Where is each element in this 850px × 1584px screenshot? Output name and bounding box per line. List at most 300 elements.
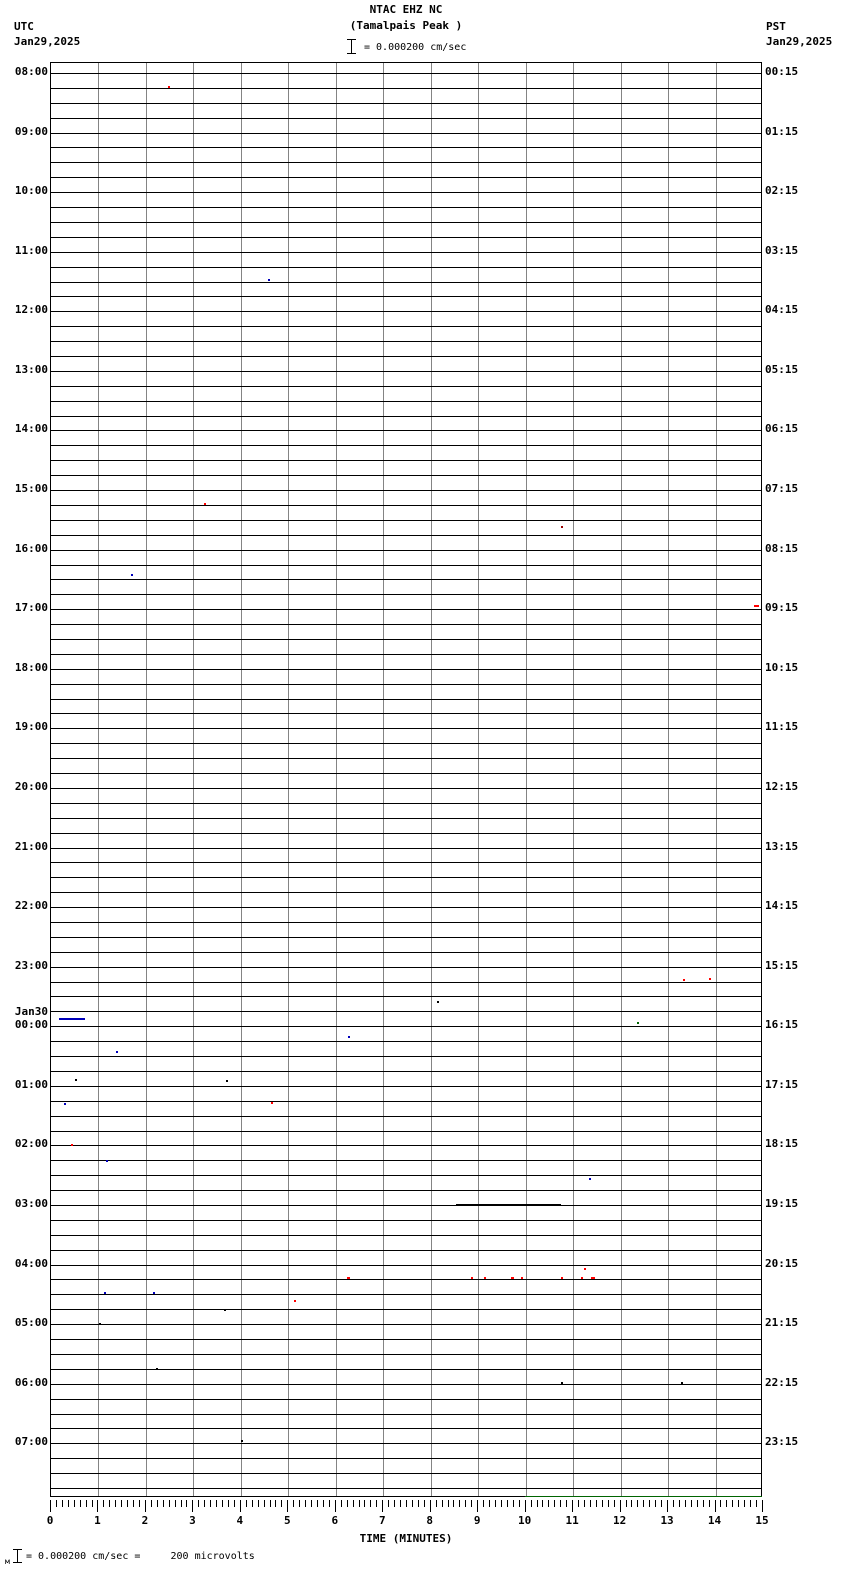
minute-grid-line	[668, 63, 669, 1496]
trace-line	[51, 1384, 761, 1385]
trace-line	[51, 1279, 761, 1280]
minor-tick	[86, 1500, 87, 1507]
minor-tick	[80, 1500, 81, 1507]
pst-hour-label: 07:15	[765, 482, 799, 496]
minor-tick	[531, 1500, 532, 1507]
seismic-event-mark	[116, 1051, 118, 1053]
seismic-event-mark	[347, 1277, 350, 1279]
utc-timezone-label: UTC	[14, 20, 34, 33]
minor-tick	[465, 1500, 466, 1507]
minor-tick	[643, 1500, 644, 1507]
utc-hour-label: 23:00	[14, 958, 48, 972]
minor-tick	[448, 1500, 449, 1507]
tick-label: 7	[378, 1514, 386, 1527]
minor-tick	[732, 1500, 733, 1507]
minute-grid-line	[383, 63, 384, 1496]
minor-tick	[661, 1500, 662, 1507]
trace-line	[51, 1011, 761, 1012]
utc-hour-label: 07:00	[14, 1435, 48, 1449]
seismic-event-mark	[681, 1382, 683, 1384]
minor-tick	[115, 1500, 116, 1507]
minute-grid-line	[193, 63, 194, 1496]
minor-tick	[424, 1500, 425, 1507]
utc-hour-label: 19:00	[14, 720, 48, 734]
pst-timezone-label: PST	[766, 20, 786, 33]
minor-tick	[697, 1500, 698, 1507]
seismic-event-mark	[709, 978, 711, 980]
trace-line	[51, 1041, 761, 1042]
seismic-event-mark	[484, 1277, 486, 1279]
minor-tick	[359, 1500, 360, 1507]
tick-label: 10	[518, 1514, 532, 1527]
trace-line	[51, 654, 761, 655]
trace-line	[51, 162, 761, 163]
trace-line	[51, 594, 761, 595]
trace-line	[51, 177, 761, 178]
seismic-event-mark	[584, 1268, 586, 1270]
trace-line	[51, 1131, 761, 1132]
minor-tick	[554, 1500, 555, 1507]
minor-tick	[169, 1500, 170, 1507]
minor-tick	[103, 1500, 104, 1507]
trace-line	[51, 624, 761, 625]
minor-tick	[210, 1500, 211, 1507]
minor-tick	[750, 1500, 751, 1507]
minor-tick	[216, 1500, 217, 1507]
minute-grid-line	[431, 63, 432, 1496]
minor-tick	[157, 1500, 158, 1507]
current-trace-segment	[525, 1496, 762, 1497]
major-tick	[145, 1500, 146, 1512]
minute-grid-line	[478, 63, 479, 1496]
trace-line	[51, 565, 761, 566]
minor-tick	[127, 1500, 128, 1507]
trace-line	[51, 490, 761, 491]
minor-tick	[548, 1500, 549, 1507]
minor-tick	[329, 1500, 330, 1507]
trace-line	[51, 73, 761, 74]
utc-hour-label: 01:00	[14, 1077, 48, 1091]
seismic-event-mark	[561, 526, 563, 528]
trace-line	[51, 1473, 761, 1474]
tick-label: 8	[426, 1514, 434, 1527]
minute-grid-line	[288, 63, 289, 1496]
trace-line	[51, 952, 761, 953]
trace-line	[51, 1116, 761, 1117]
pst-hour-label: 04:15	[765, 303, 799, 317]
minor-tick	[311, 1500, 312, 1507]
pst-hour-label: 12:15	[765, 779, 799, 793]
footer-scale-icon	[13, 1549, 22, 1563]
trace-line	[51, 1250, 761, 1251]
seismic-event-mark	[131, 574, 133, 576]
trace-line	[51, 550, 761, 551]
tick-label: 12	[612, 1514, 627, 1527]
minor-tick	[436, 1500, 437, 1507]
trace-line	[51, 356, 761, 357]
major-tick	[715, 1500, 716, 1512]
minor-tick	[608, 1500, 609, 1507]
minor-tick	[394, 1500, 395, 1507]
minor-tick	[133, 1500, 134, 1507]
pst-hour-label: 14:15	[765, 899, 799, 913]
tick-label: 2	[141, 1514, 149, 1527]
seismic-event-mark	[561, 1277, 563, 1279]
minor-tick	[121, 1500, 122, 1507]
seismic-event-mark	[294, 1300, 296, 1302]
trace-line	[51, 699, 761, 700]
tick-label: 11	[565, 1514, 579, 1527]
trace-line	[51, 743, 761, 744]
seismic-event-mark	[106, 1160, 108, 1162]
minor-tick	[418, 1500, 419, 1507]
minor-tick	[400, 1500, 401, 1507]
major-tick	[525, 1500, 526, 1512]
minor-tick	[68, 1500, 69, 1507]
seismic-event-mark	[75, 1079, 77, 1081]
trace-line	[51, 296, 761, 297]
minor-tick	[353, 1500, 354, 1507]
trace-line	[51, 371, 761, 372]
minor-tick	[317, 1500, 318, 1507]
minor-tick	[186, 1500, 187, 1507]
pst-hour-label: 05:15	[765, 362, 799, 376]
minute-grid-line	[573, 63, 574, 1496]
major-tick	[762, 1500, 763, 1512]
pst-hour-label: 17:15	[765, 1077, 799, 1091]
time-axis-title: TIME (MINUTES)	[359, 1532, 453, 1545]
trace-line	[51, 1309, 761, 1310]
minor-tick	[655, 1500, 656, 1507]
trace-line	[51, 222, 761, 223]
major-tick	[477, 1500, 478, 1512]
major-tick	[192, 1500, 193, 1512]
trace-line	[51, 967, 761, 968]
utc-hour-label: 14:00	[14, 422, 48, 436]
trace-line	[51, 430, 761, 431]
trace-line	[51, 1071, 761, 1072]
minute-grid-line	[716, 63, 717, 1496]
utc-hour-label: 20:00	[14, 779, 48, 793]
trace-line	[51, 1205, 761, 1206]
minor-tick	[471, 1500, 472, 1507]
footer-scale-prefix: м	[5, 1557, 10, 1566]
minor-tick	[459, 1500, 460, 1507]
trace-line	[51, 445, 761, 446]
minor-tick	[596, 1500, 597, 1507]
minor-tick	[726, 1500, 727, 1507]
footer-scale-note: = 0.000200 cm/sec = 200 microvolts	[26, 1551, 255, 1562]
trace-line	[51, 937, 761, 938]
minor-tick	[281, 1500, 282, 1507]
utc-hour-label: 18:00	[14, 660, 48, 674]
minor-tick	[234, 1500, 235, 1507]
trace-line	[51, 877, 761, 878]
pst-hour-label: 08:15	[765, 541, 799, 555]
minute-grid-line	[621, 63, 622, 1496]
minute-grid-line	[526, 63, 527, 1496]
trace-line	[51, 207, 761, 208]
seismic-event-mark	[59, 1018, 85, 1020]
minor-tick	[305, 1500, 306, 1507]
trace-line	[51, 237, 761, 238]
trace-line	[51, 818, 761, 819]
minor-tick	[679, 1500, 680, 1507]
major-tick	[50, 1500, 51, 1512]
major-tick	[287, 1500, 288, 1512]
trace-line	[51, 684, 761, 685]
pst-hour-label: 22:15	[765, 1375, 799, 1389]
trace-line	[51, 907, 761, 908]
minor-tick	[537, 1500, 538, 1507]
minor-tick	[519, 1500, 520, 1507]
minor-tick	[744, 1500, 745, 1507]
minor-tick	[649, 1500, 650, 1507]
trace-line	[51, 1294, 761, 1295]
minor-tick	[631, 1500, 632, 1507]
trace-line	[51, 922, 761, 923]
seismic-event-mark	[99, 1323, 101, 1325]
seismogram-plot	[50, 62, 762, 1497]
tick-label: 0	[46, 1514, 54, 1527]
pst-hour-label: 02:15	[765, 184, 799, 198]
seismic-event-mark	[511, 1277, 514, 1279]
trace-line	[51, 1101, 761, 1102]
tick-label: 14	[707, 1514, 722, 1527]
minor-tick	[412, 1500, 413, 1507]
pst-hour-label: 01:15	[765, 124, 799, 138]
minor-tick	[560, 1500, 561, 1507]
seismic-event-mark	[268, 279, 270, 281]
trace-line	[51, 147, 761, 148]
trace-line	[51, 1160, 761, 1161]
minor-tick	[92, 1500, 93, 1507]
seismic-event-mark	[521, 1277, 523, 1279]
tick-label: 1	[94, 1514, 101, 1527]
trace-line	[51, 1175, 761, 1176]
minor-tick	[163, 1500, 164, 1507]
tick-label: 3	[189, 1514, 196, 1527]
minute-grid-line	[146, 63, 147, 1496]
trace-line	[51, 1056, 761, 1057]
trace-line	[51, 1443, 761, 1444]
trace-line	[51, 88, 761, 89]
trace-line	[51, 505, 761, 506]
trace-line	[51, 1235, 761, 1236]
utc-hour-label: 21:00	[14, 839, 48, 853]
minute-grid-line	[241, 63, 242, 1496]
seismic-event-mark	[581, 1277, 583, 1279]
trace-line	[51, 1265, 761, 1266]
trace-line	[51, 535, 761, 536]
major-tick	[240, 1500, 241, 1512]
utc-hour-label: 13:00	[14, 362, 48, 376]
trace-line	[51, 416, 761, 417]
pst-date-label: Jan29,2025	[766, 35, 833, 48]
trace-line	[51, 1220, 761, 1221]
minor-tick	[270, 1500, 271, 1507]
minor-tick	[756, 1500, 757, 1507]
amplitude-scale-label: = 0.000200 cm/sec	[364, 42, 467, 53]
minor-tick	[709, 1500, 710, 1507]
major-tick	[430, 1500, 431, 1512]
major-tick	[335, 1500, 336, 1512]
trace-line	[51, 982, 761, 983]
minor-tick	[584, 1500, 585, 1507]
minor-tick	[264, 1500, 265, 1507]
trace-line	[51, 118, 761, 119]
utc-hour-label: 22:00	[14, 899, 48, 913]
minor-tick	[738, 1500, 739, 1507]
utc-hour-label: 15:00	[14, 482, 48, 496]
trace-line	[51, 848, 761, 849]
pst-hour-label: 21:15	[765, 1316, 799, 1330]
pst-hour-label: 10:15	[765, 660, 799, 674]
seismic-event-mark	[224, 1309, 226, 1311]
seismic-event-mark	[437, 1001, 439, 1003]
utc-hour-label: 12:00	[14, 303, 48, 317]
minor-tick	[691, 1500, 692, 1507]
seismic-event-mark	[226, 1080, 228, 1082]
station-subtitle: (Tamalpais Peak )	[349, 19, 463, 32]
minor-tick	[637, 1500, 638, 1507]
minor-tick	[406, 1500, 407, 1507]
minor-tick	[602, 1500, 603, 1507]
minor-tick	[151, 1500, 152, 1507]
trace-line	[51, 1324, 761, 1325]
minute-grid-line	[98, 63, 99, 1496]
trace-line	[51, 1190, 761, 1191]
minor-tick	[323, 1500, 324, 1507]
amplitude-scale-icon	[347, 39, 356, 54]
seismic-event-mark	[156, 1368, 158, 1370]
minor-tick	[175, 1500, 176, 1507]
minor-tick	[685, 1500, 686, 1507]
minor-tick	[513, 1500, 514, 1507]
trace-line	[51, 579, 761, 580]
minor-tick	[275, 1500, 276, 1507]
minor-tick	[507, 1500, 508, 1507]
trace-line	[51, 1354, 761, 1355]
utc-hour-label: 04:00	[14, 1256, 48, 1270]
trace-line	[51, 669, 761, 670]
seismic-event-mark	[104, 1292, 106, 1294]
utc-hour-label: 05:00	[14, 1316, 48, 1330]
minor-tick	[341, 1500, 342, 1507]
major-tick	[97, 1500, 98, 1512]
minor-tick	[246, 1500, 247, 1507]
minor-tick	[566, 1500, 567, 1507]
trace-line	[51, 728, 761, 729]
pst-hour-label: 20:15	[765, 1256, 799, 1270]
trace-line	[51, 1086, 761, 1087]
tick-label: 15	[755, 1514, 769, 1527]
utc-hour-label: 11:00	[14, 243, 48, 257]
minor-tick	[453, 1500, 454, 1507]
trace-line	[51, 758, 761, 759]
trace-line	[51, 311, 761, 312]
minor-tick	[181, 1500, 182, 1507]
pst-hour-label: 15:15	[765, 958, 799, 972]
minor-tick	[388, 1500, 389, 1507]
tick-label: 13	[660, 1514, 674, 1527]
tick-label: 9	[473, 1514, 481, 1527]
trace-line	[51, 520, 761, 521]
seismic-event-mark	[153, 1292, 155, 1294]
trace-line	[51, 1488, 761, 1489]
seismic-event-mark	[271, 1102, 273, 1104]
seismic-event-mark	[204, 503, 206, 505]
pst-hour-label: 06:15	[765, 422, 799, 436]
trace-line	[51, 892, 761, 893]
minor-tick	[542, 1500, 543, 1507]
minor-tick	[578, 1500, 579, 1507]
trace-line	[51, 833, 761, 834]
trace-line	[51, 252, 761, 253]
minor-tick	[293, 1500, 294, 1507]
major-tick	[572, 1500, 573, 1512]
major-tick	[620, 1500, 621, 1512]
trace-line	[51, 609, 761, 610]
trace-line	[51, 103, 761, 104]
tick-label: 5	[284, 1514, 291, 1527]
seismic-event-mark	[241, 1440, 243, 1442]
trace-line	[51, 639, 761, 640]
minor-tick	[204, 1500, 205, 1507]
utc-date-label: Jan29,2025	[14, 35, 81, 48]
seismic-event-mark	[754, 605, 759, 607]
seismic-event-mark	[348, 1036, 350, 1038]
trace-line	[51, 267, 761, 268]
minor-tick	[258, 1500, 259, 1507]
utc-hour-label: 03:00	[14, 1197, 48, 1210]
minor-tick	[222, 1500, 223, 1507]
trace-line	[51, 386, 761, 387]
trace-line	[51, 996, 761, 997]
trace-line	[51, 788, 761, 789]
minor-tick	[74, 1500, 75, 1507]
minor-tick	[720, 1500, 721, 1507]
pst-hour-label: 19:15	[765, 1197, 799, 1210]
utc-hour-label: 09:00	[14, 124, 48, 138]
station-title: NTAC EHZ NC	[369, 3, 443, 16]
trace-line	[51, 1428, 761, 1429]
utc-hour-label: 10:00	[14, 184, 48, 198]
minor-tick	[198, 1500, 199, 1507]
minor-tick	[501, 1500, 502, 1507]
trace-line	[51, 475, 761, 476]
seismic-event-mark	[591, 1277, 595, 1279]
minor-tick	[376, 1500, 377, 1507]
minor-tick	[483, 1500, 484, 1507]
seismic-event-mark	[683, 979, 685, 981]
utc-hour-label: Jan30 00:00	[14, 1005, 48, 1032]
minor-tick	[56, 1500, 57, 1507]
trace-line	[51, 1026, 761, 1027]
trace-line	[51, 862, 761, 863]
utc-hour-label: 17:00	[14, 601, 48, 615]
minor-tick	[109, 1500, 110, 1507]
utc-hour-label: 16:00	[14, 541, 48, 555]
trace-line	[51, 773, 761, 774]
pst-hour-label: 23:15	[765, 1435, 799, 1449]
utc-hour-label: 08:00	[14, 65, 48, 78]
seismic-event-mark	[168, 86, 170, 88]
minor-tick	[364, 1500, 365, 1507]
minor-tick	[614, 1500, 615, 1507]
minor-tick	[590, 1500, 591, 1507]
tick-label: 4	[236, 1514, 244, 1527]
